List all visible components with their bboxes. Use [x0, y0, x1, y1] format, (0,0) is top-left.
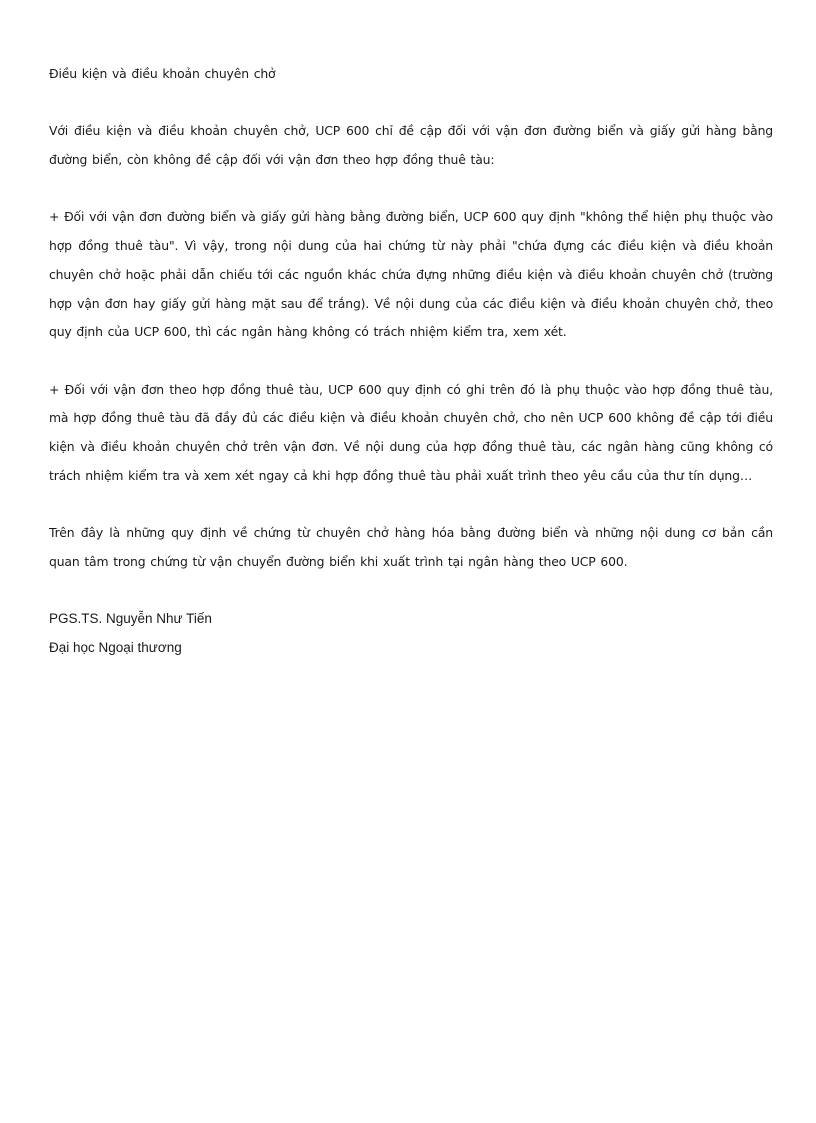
- paragraph-conclusion: Trên đây là những quy định về chứng từ chuyên chở hàng hóa bằng đường biển và những nội dung cơ bản cần quan tâm trong chứng từ vận chuyển đường biển khi xuất trình tại ngân hàng theo UCP 600.: [49, 525, 773, 569]
- author-affiliation: Đại học Ngoại thương: [49, 639, 182, 655]
- spacer: [49, 89, 773, 118]
- paragraph-sea-waybill: + Đối với vận đơn đường biển và giấy gửi hàng bằng đường biển, UCP 600 quy định "không thể hiện phụ thuộc vào hợp đồng thuê tàu". Vì vậy, trong nội dung của hai chứng từ này phải "chứa đựng các điều kiện và điều khoản chuyên chở hoặc phải dẫn chiếu tới các nguồn khác chứa đựng những điều kiện và điều khoản chuyên chở (trường hợp vận đơn hay giấy gửi hàng mặt sau để trắng). Về nội dung của các điều kiện và điều khoản chuyên chở, theo quy định của UCP 600, thì các ngân hàng không có trách nhiệm kiểm tra, xem xét.: [49, 209, 773, 340]
- paragraph-charter-party: + Đối với vận đơn theo hợp đồng thuê tàu, UCP 600 quy định có ghi trên đó là phụ thuộc vào hợp đồng thuê tàu, mà hợp đồng thuê tàu đã đầy đủ các điều kiện và điều khoản chuyên chở, cho nên UCP 600 không đề cập tới điều kiện và điều khoản chuyên chở trên vận đơn. Về nội dung của hợp đồng thuê tàu, các ngân hàng cũng không có trách nhiệm kiểm tra và xem xét ngay cả khi hợp đồng thuê tàu phải xuất trình theo yêu cầu của thư tín dụng…: [49, 381, 773, 483]
- spacer: [49, 175, 773, 204]
- spacer: [49, 577, 773, 606]
- author-name: PGS.TS. Nguyễn Như Tiến: [49, 611, 212, 627]
- paragraph-intro: Với điều kiện và điều khoản chuyên chở, UCP 600 chỉ đề cập đối với vận đơn đường biển và giấy gửi hàng bằng đường biển, còn không đề cập đối với vận đơn theo hợp đồng thuê tàu:: [49, 123, 773, 168]
- section-heading: Điều kiện và điều khoản chuyên chở: [49, 66, 276, 81]
- spacer: [49, 491, 773, 520]
- spacer: [49, 347, 773, 376]
- document-body: [49, 60, 773, 663]
